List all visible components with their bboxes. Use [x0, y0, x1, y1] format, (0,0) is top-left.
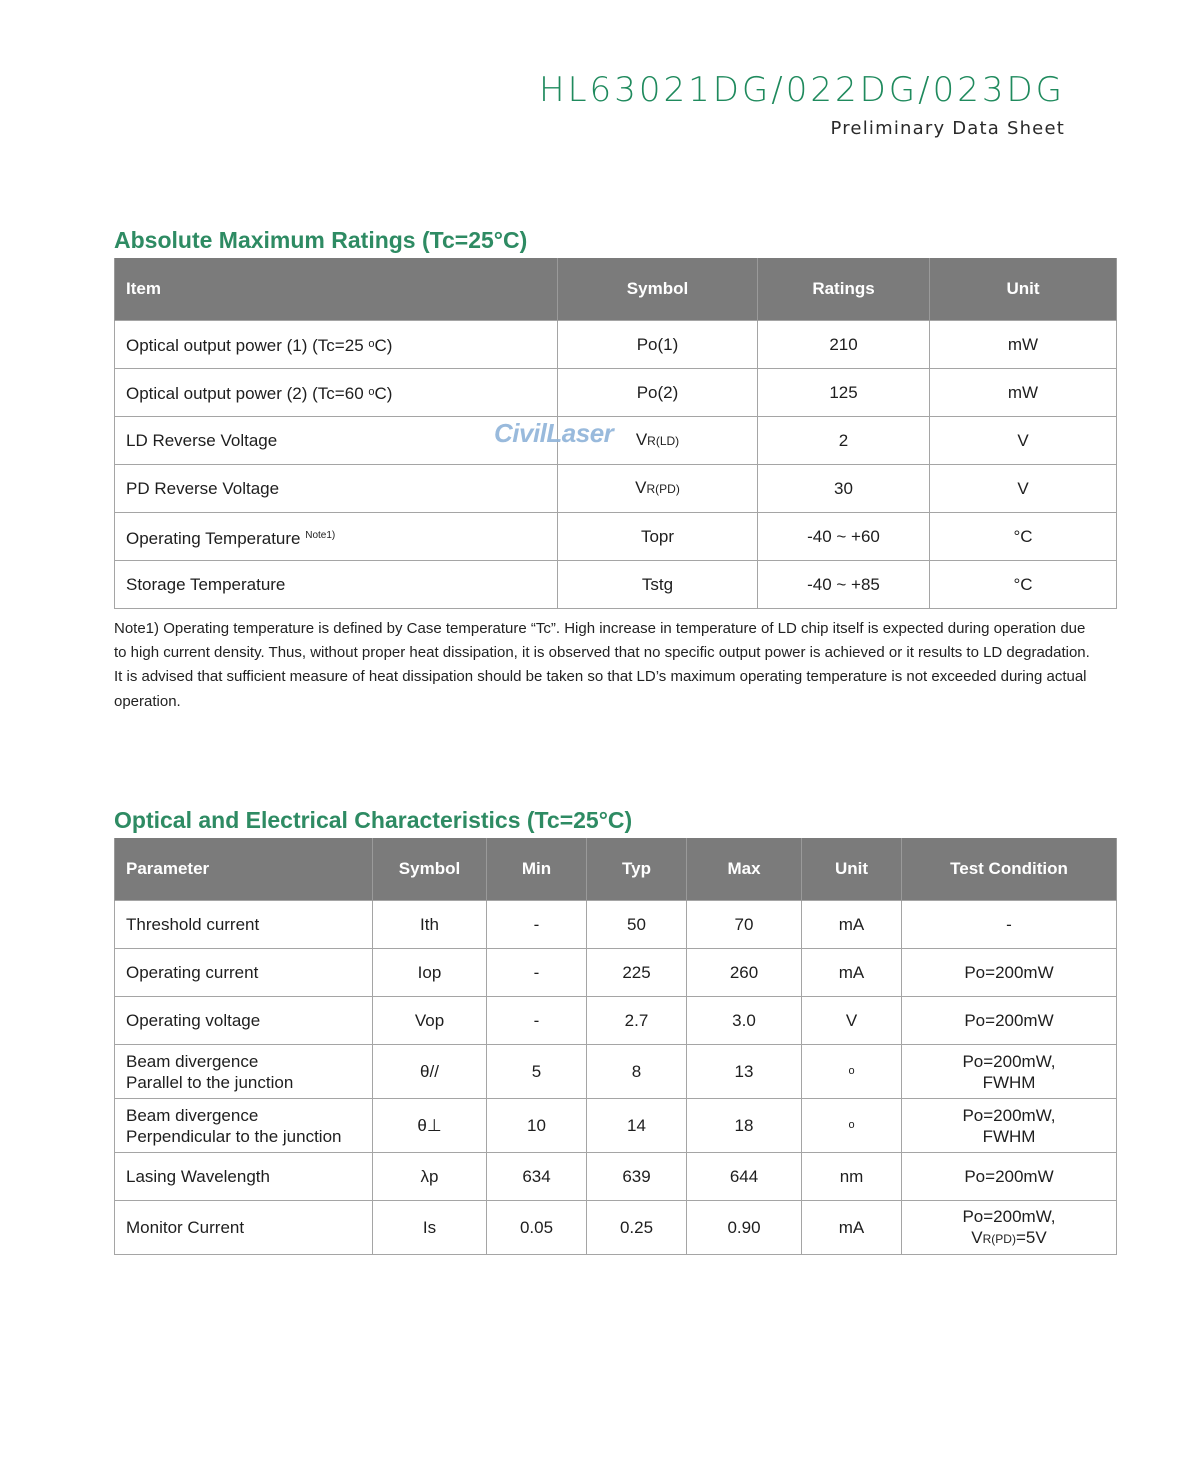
condition-line2: [902, 1227, 1116, 1250]
parameter-cell: Lasing Wavelength: [115, 1153, 373, 1201]
condition-cell: Po=200mW: [902, 997, 1117, 1045]
condition-subscript: R(PD): [982, 1231, 1016, 1246]
max-cell: 644: [687, 1153, 802, 1201]
degree-mark: o: [848, 1118, 855, 1131]
symbol-cell: Tstg: [558, 561, 758, 609]
unit-cell: mA: [802, 1201, 902, 1255]
parameter-cell: Threshold current: [115, 901, 373, 949]
symbol-cell: Po(2): [558, 369, 758, 417]
parameter-line2: Parallel to the junction: [126, 1072, 294, 1092]
condition-line1: Po=200mW,: [962, 1105, 1056, 1125]
table-row: [115, 1201, 1117, 1255]
max-cell: 13: [687, 1045, 802, 1099]
condition-cell: -: [902, 901, 1117, 949]
header-parameter: Parameter: [115, 838, 373, 901]
parameter-cell: Operating current: [115, 949, 373, 997]
condition-cell: [902, 1045, 1117, 1099]
typ-cell: 225: [587, 949, 687, 997]
rating-cell: 30: [758, 465, 930, 513]
symbol-cell: Vop: [373, 997, 487, 1045]
min-cell: 0.05: [487, 1201, 587, 1255]
item-cell: Storage Temperature: [115, 561, 558, 609]
min-cell: 10: [487, 1099, 587, 1153]
parameter-line1: Beam divergence: [126, 1051, 259, 1071]
unit-cell: [802, 1099, 902, 1153]
parameter-cell: Monitor Current: [115, 1201, 373, 1255]
parameter-cell: [115, 1045, 373, 1099]
header-test-condition: Test Condition: [902, 838, 1117, 901]
condition-line2: FWHM: [982, 1126, 1036, 1146]
unit-cell: mA: [802, 901, 902, 949]
unit-cell: °C: [930, 561, 1117, 609]
item-cell: [115, 369, 558, 417]
typ-cell: 8: [587, 1045, 687, 1099]
header-max: Max: [687, 838, 802, 901]
header-unit: Unit: [930, 258, 1117, 321]
unit-cell: V: [930, 465, 1117, 513]
header-unit: Unit: [802, 838, 902, 901]
header-min: Min: [487, 838, 587, 901]
item-cell: [115, 321, 558, 369]
table-row: [115, 1099, 1117, 1153]
table-row: [115, 321, 1117, 369]
condition-cell: Po=200mW: [902, 1153, 1117, 1201]
table-row: [115, 417, 1117, 465]
condition-line2: FWHM: [982, 1072, 1036, 1092]
typ-cell: 0.25: [587, 1201, 687, 1255]
condition-cell: Po=200mW: [902, 949, 1117, 997]
document-subtitle: Preliminary Data Sheet: [830, 118, 1065, 139]
unit-cell: [802, 1045, 902, 1099]
min-cell: 5: [487, 1045, 587, 1099]
header-ratings: Ratings: [758, 258, 930, 321]
table-row: [115, 465, 1117, 513]
symbol-cell: [558, 465, 758, 513]
symbol-cell: θ//: [373, 1045, 487, 1099]
min-cell: 634: [487, 1153, 587, 1201]
item-text-end: C): [374, 335, 393, 355]
unit-cell: mW: [930, 321, 1117, 369]
condition-cell: [902, 1201, 1117, 1255]
symbol-cell: Topr: [558, 513, 758, 561]
rating-cell: -40 ~ +85: [758, 561, 930, 609]
header-typ: Typ: [587, 838, 687, 901]
table-row: [115, 513, 1117, 561]
symbol-cell: Ith: [373, 901, 487, 949]
rating-cell: 2: [758, 417, 930, 465]
item-cell: PD Reverse Voltage: [115, 465, 558, 513]
item-text: Optical output power (2) (Tc=60: [126, 383, 369, 403]
symbol-main: V: [635, 478, 647, 497]
symbol-subscript: R(PD): [646, 482, 680, 496]
max-cell: 18: [687, 1099, 802, 1153]
table-row: [115, 369, 1117, 417]
header-item: Item: [115, 258, 558, 321]
table-row: [115, 949, 1117, 997]
degree-mark: o: [368, 385, 375, 398]
table-row: [115, 997, 1117, 1045]
typ-cell: 14: [587, 1099, 687, 1153]
unit-cell: mA: [802, 949, 902, 997]
condition-symbol: V: [971, 1227, 983, 1247]
symbol-cell: Po(1): [558, 321, 758, 369]
item-cell: LD Reverse Voltage: [115, 417, 558, 465]
unit-cell: nm: [802, 1153, 902, 1201]
symbol-cell: λp: [373, 1153, 487, 1201]
rating-cell: -40 ~ +60: [758, 513, 930, 561]
symbol-main: V: [635, 430, 648, 449]
document-title: HL63021DG/022DG/023DG: [539, 70, 1065, 110]
max-cell: 3.0: [687, 997, 802, 1045]
typ-cell: 639: [587, 1153, 687, 1201]
min-cell: -: [487, 997, 587, 1045]
degree-mark: o: [848, 1064, 855, 1077]
optical-table: [114, 838, 1117, 1255]
condition-line1: Po=200mW,: [962, 1206, 1056, 1226]
note-paragraph: Note1) Operating temperature is defined by Case temperature “Tc”. High increase in temperature of LD chip itself is expected during operation due to high current density. Thus, without proper heat dissipation, it is observed that no specific output power is achieved or it results to LD degradation. It is advised that sufficient measure of heat dissipation should be taken so that LD’s maximum operating temperature is not exceeded during actual operation.: [114, 620, 1090, 710]
unit-cell: V: [802, 997, 902, 1045]
symbol-cell: Iop: [373, 949, 487, 997]
table-header-row: [115, 258, 1117, 321]
unit-cell: V: [930, 417, 1117, 465]
symbol-cell: Is: [373, 1201, 487, 1255]
parameter-cell: [115, 1099, 373, 1153]
item-cell: [115, 513, 558, 561]
max-cell: 260: [687, 949, 802, 997]
condition-line1: Po=200mW,: [962, 1051, 1056, 1071]
header-symbol: Symbol: [558, 258, 758, 321]
abs-max-table: [114, 258, 1117, 609]
table-header-row: [115, 838, 1117, 901]
symbol-cell: θ⊥: [373, 1099, 487, 1153]
table-row: [115, 561, 1117, 609]
max-cell: 0.90: [687, 1201, 802, 1255]
symbol-subscript: R(LD): [647, 434, 680, 448]
parameter-line2: Perpendicular to the junction: [126, 1126, 342, 1146]
rating-cell: 210: [758, 321, 930, 369]
table-row: [115, 1153, 1117, 1201]
parameter-line1: Beam divergence: [126, 1105, 259, 1125]
table-row: [115, 1045, 1117, 1099]
max-cell: 70: [687, 901, 802, 949]
unit-cell: mW: [930, 369, 1117, 417]
condition-cell: [902, 1099, 1117, 1153]
min-cell: -: [487, 901, 587, 949]
optical-title: Optical and Electrical Characteristics (Tc=25°C): [114, 807, 633, 833]
typ-cell: 50: [587, 901, 687, 949]
rating-cell: 125: [758, 369, 930, 417]
table-row: [115, 901, 1117, 949]
item-text: Optical output power (1) (Tc=25: [126, 335, 369, 355]
header-symbol: Symbol: [373, 838, 487, 901]
watermark-logo: CivilLaser: [494, 418, 614, 448]
min-cell: -: [487, 949, 587, 997]
note-reference: Note1): [305, 529, 336, 541]
typ-cell: 2.7: [587, 997, 687, 1045]
parameter-cell: Operating voltage: [115, 997, 373, 1045]
abs-max-title: Absolute Maximum Ratings (Tc=25°C): [114, 227, 528, 253]
condition-value: =5V: [1015, 1227, 1047, 1247]
degree-mark: o: [368, 337, 375, 350]
unit-cell: °C: [930, 513, 1117, 561]
item-text: Operating Temperature: [126, 528, 301, 548]
item-text-end: C): [374, 383, 393, 403]
